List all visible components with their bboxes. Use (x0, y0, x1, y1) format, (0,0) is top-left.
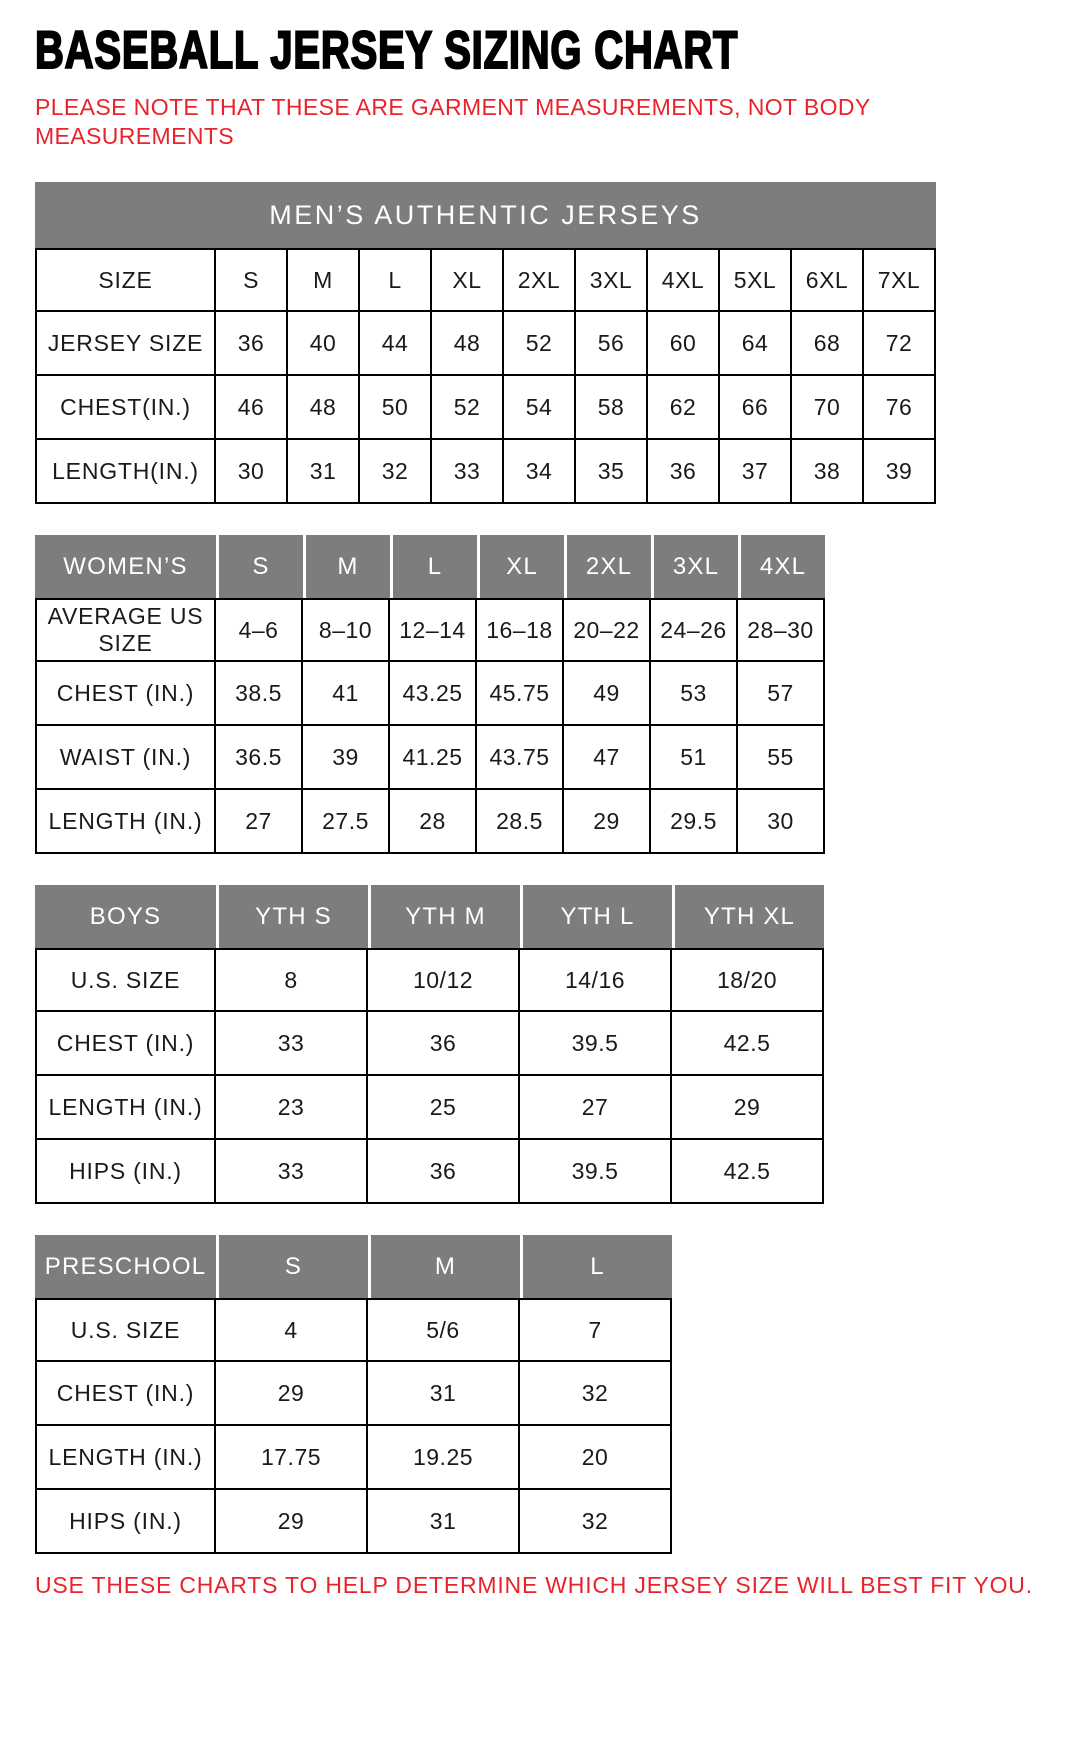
womens-value-cell: 29.5 (651, 790, 738, 854)
table-row (35, 948, 824, 1012)
boys-row-label: U.S. SIZE (35, 948, 216, 1012)
mens-row-label: CHEST(IN.) (35, 376, 216, 440)
womens-value-cell: 51 (651, 726, 738, 790)
boys-value-cell: 23 (216, 1076, 368, 1140)
boys-value-cell: 33 (216, 1140, 368, 1204)
mens-value-cell: 32 (360, 440, 432, 504)
table-row (35, 726, 825, 790)
preschool-value-cell: 29 (216, 1490, 368, 1554)
mens-value-cell: 2XL (504, 248, 576, 312)
boys-header-cell: YTH XL (672, 885, 824, 948)
boys-value-cell: 42.5 (672, 1140, 824, 1204)
womens-value-cell: 12–14 (390, 598, 477, 662)
preschool-value-cell: 5/6 (368, 1298, 520, 1362)
page-title: BASEBALL JERSEY SIZING CHART (35, 20, 739, 80)
table-row (35, 312, 936, 376)
womens-value-cell: 57 (738, 662, 825, 726)
womens-value-cell: 41 (303, 662, 390, 726)
mens-value-cell: XL (432, 248, 504, 312)
womens-value-cell: 55 (738, 726, 825, 790)
mens-row-label: JERSEY SIZE (35, 312, 216, 376)
boys-row-label: LENGTH (IN.) (35, 1076, 216, 1140)
preschool-header-cell: M (368, 1235, 520, 1298)
boys-value-cell: 29 (672, 1076, 824, 1140)
mens-banner: MEN’S AUTHENTIC JERSEYS (35, 182, 936, 248)
womens-value-cell: 28–30 (738, 598, 825, 662)
womens-value-cell: 39 (303, 726, 390, 790)
boys-value-cell: 10/12 (368, 948, 520, 1012)
womens-header-cell: M (303, 535, 390, 598)
mens-value-cell: 60 (648, 312, 720, 376)
mens-value-cell: 64 (720, 312, 792, 376)
preschool-value-cell: 19.25 (368, 1426, 520, 1490)
mens-value-cell: 33 (432, 440, 504, 504)
preschool-value-cell: 7 (520, 1298, 672, 1362)
boys-sizing-table (35, 885, 824, 1204)
boys-value-cell: 39.5 (520, 1012, 672, 1076)
womens-value-cell: 45.75 (477, 662, 564, 726)
mens-value-cell: 40 (288, 312, 360, 376)
womens-value-cell: 27 (216, 790, 303, 854)
mens-value-cell: 76 (864, 376, 936, 440)
mens-value-cell: 7XL (864, 248, 936, 312)
womens-row-label: LENGTH (IN.) (35, 790, 216, 854)
table-row (35, 1426, 672, 1490)
mens-value-cell: 36 (216, 312, 288, 376)
mens-value-cell: 52 (504, 312, 576, 376)
mens-value-cell: 58 (576, 376, 648, 440)
mens-value-cell: 54 (504, 376, 576, 440)
womens-row-label: AVERAGE US SIZE (35, 598, 216, 662)
boys-row-label: HIPS (IN.) (35, 1140, 216, 1204)
table-row (35, 1298, 672, 1362)
mens-value-cell: 5XL (720, 248, 792, 312)
womens-value-cell: 43.25 (390, 662, 477, 726)
womens-value-cell: 28.5 (477, 790, 564, 854)
preschool-value-cell: 20 (520, 1426, 672, 1490)
womens-row-label: WAIST (IN.) (35, 726, 216, 790)
womens-value-cell: 49 (564, 662, 651, 726)
boys-header-cell: YTH M (368, 885, 520, 948)
mens-value-cell: 44 (360, 312, 432, 376)
womens-value-cell: 41.25 (390, 726, 477, 790)
boys-value-cell: 8 (216, 948, 368, 1012)
table-row (35, 790, 825, 854)
mens-value-cell: 68 (792, 312, 864, 376)
womens-row-label: CHEST (IN.) (35, 662, 216, 726)
boys-value-cell: 39.5 (520, 1140, 672, 1204)
womens-value-cell: 38.5 (216, 662, 303, 726)
mens-value-cell: 39 (864, 440, 936, 504)
womens-value-cell: 24–26 (651, 598, 738, 662)
preschool-value-cell: 29 (216, 1362, 368, 1426)
womens-value-cell: 36.5 (216, 726, 303, 790)
womens-header-cell: S (216, 535, 303, 598)
boys-value-cell: 18/20 (672, 948, 824, 1012)
boys-header-row (35, 885, 824, 948)
mens-row-label: SIZE (35, 248, 216, 312)
boys-value-cell: 27 (520, 1076, 672, 1140)
boys-header-cell: YTH L (520, 885, 672, 948)
boys-row-label: CHEST (IN.) (35, 1012, 216, 1076)
mens-sizing-table (35, 182, 936, 504)
mens-value-cell: 48 (288, 376, 360, 440)
womens-value-cell: 30 (738, 790, 825, 854)
footer-text: USE THESE CHARTS TO HELP DETERMINE WHICH JERSEY SIZE WILL BEST FIT YOU. (35, 1572, 1033, 1599)
womens-header-cell: L (390, 535, 477, 598)
preschool-row-label: CHEST (IN.) (35, 1362, 216, 1426)
boys-value-cell: 36 (368, 1012, 520, 1076)
mens-value-cell: 36 (648, 440, 720, 504)
womens-value-cell: 53 (651, 662, 738, 726)
mens-value-cell: 62 (648, 376, 720, 440)
mens-value-cell: 4XL (648, 248, 720, 312)
preschool-value-cell: 31 (368, 1490, 520, 1554)
womens-value-cell: 28 (390, 790, 477, 854)
preschool-row-label: HIPS (IN.) (35, 1490, 216, 1554)
table-row (35, 1076, 824, 1140)
womens-value-cell: 4–6 (216, 598, 303, 662)
mens-value-cell: 37 (720, 440, 792, 504)
mens-value-cell: S (216, 248, 288, 312)
table-row (35, 1012, 824, 1076)
table-row (35, 1490, 672, 1554)
womens-value-cell: 8–10 (303, 598, 390, 662)
table-row (35, 440, 936, 504)
mens-value-cell: L (360, 248, 432, 312)
womens-header-cell: 4XL (738, 535, 825, 598)
mens-banner-row (35, 182, 936, 248)
boys-value-cell: 42.5 (672, 1012, 824, 1076)
boys-value-cell: 14/16 (520, 948, 672, 1012)
preschool-value-cell: 31 (368, 1362, 520, 1426)
preschool-row-label: LENGTH (IN.) (35, 1426, 216, 1490)
table-row (35, 1362, 672, 1426)
womens-header-cell: WOMEN’S (35, 535, 216, 598)
preschool-value-cell: 32 (520, 1362, 672, 1426)
mens-value-cell: 31 (288, 440, 360, 504)
preschool-value-cell: 17.75 (216, 1426, 368, 1490)
mens-value-cell: 35 (576, 440, 648, 504)
mens-value-cell: 70 (792, 376, 864, 440)
womens-value-cell: 27.5 (303, 790, 390, 854)
boys-value-cell: 33 (216, 1012, 368, 1076)
mens-value-cell: 30 (216, 440, 288, 504)
garment-measurements-note: PLEASE NOTE THAT THESE ARE GARMENT MEASUREMENTS, NOT BODY MEASUREMENTS (35, 93, 871, 149)
womens-value-cell: 20–22 (564, 598, 651, 662)
womens-header-row (35, 535, 825, 598)
sizing-tables-container (35, 182, 1042, 1554)
preschool-header-cell: L (520, 1235, 672, 1298)
womens-value-cell: 43.75 (477, 726, 564, 790)
boys-value-cell: 25 (368, 1076, 520, 1140)
mens-value-cell: 72 (864, 312, 936, 376)
preschool-value-cell: 32 (520, 1490, 672, 1554)
mens-value-cell: 56 (576, 312, 648, 376)
womens-header-cell: 3XL (651, 535, 738, 598)
mens-value-cell: 52 (432, 376, 504, 440)
preschool-header-row (35, 1235, 672, 1298)
mens-value-cell: 50 (360, 376, 432, 440)
mens-value-cell: 38 (792, 440, 864, 504)
womens-value-cell: 16–18 (477, 598, 564, 662)
table-row (35, 376, 936, 440)
mens-value-cell: 3XL (576, 248, 648, 312)
mens-row-label: LENGTH(IN.) (35, 440, 216, 504)
womens-header-cell: 2XL (564, 535, 651, 598)
womens-header-cell: XL (477, 535, 564, 598)
table-row (35, 662, 825, 726)
womens-value-cell: 29 (564, 790, 651, 854)
boys-value-cell: 36 (368, 1140, 520, 1204)
mens-value-cell: 6XL (792, 248, 864, 312)
preschool-header-cell: S (216, 1235, 368, 1298)
boys-header-cell: YTH S (216, 885, 368, 948)
womens-sizing-table (35, 535, 825, 854)
mens-value-cell: 34 (504, 440, 576, 504)
preschool-sizing-table (35, 1235, 672, 1554)
preschool-header-cell: PRESCHOOL (35, 1235, 216, 1298)
table-row (35, 1140, 824, 1204)
mens-value-cell: 46 (216, 376, 288, 440)
mens-value-cell: 48 (432, 312, 504, 376)
boys-header-cell: BOYS (35, 885, 216, 948)
mens-value-cell: 66 (720, 376, 792, 440)
mens-value-cell: M (288, 248, 360, 312)
preschool-value-cell: 4 (216, 1298, 368, 1362)
preschool-row-label: U.S. SIZE (35, 1298, 216, 1362)
table-row (35, 598, 825, 662)
womens-value-cell: 47 (564, 726, 651, 790)
table-row (35, 248, 936, 312)
